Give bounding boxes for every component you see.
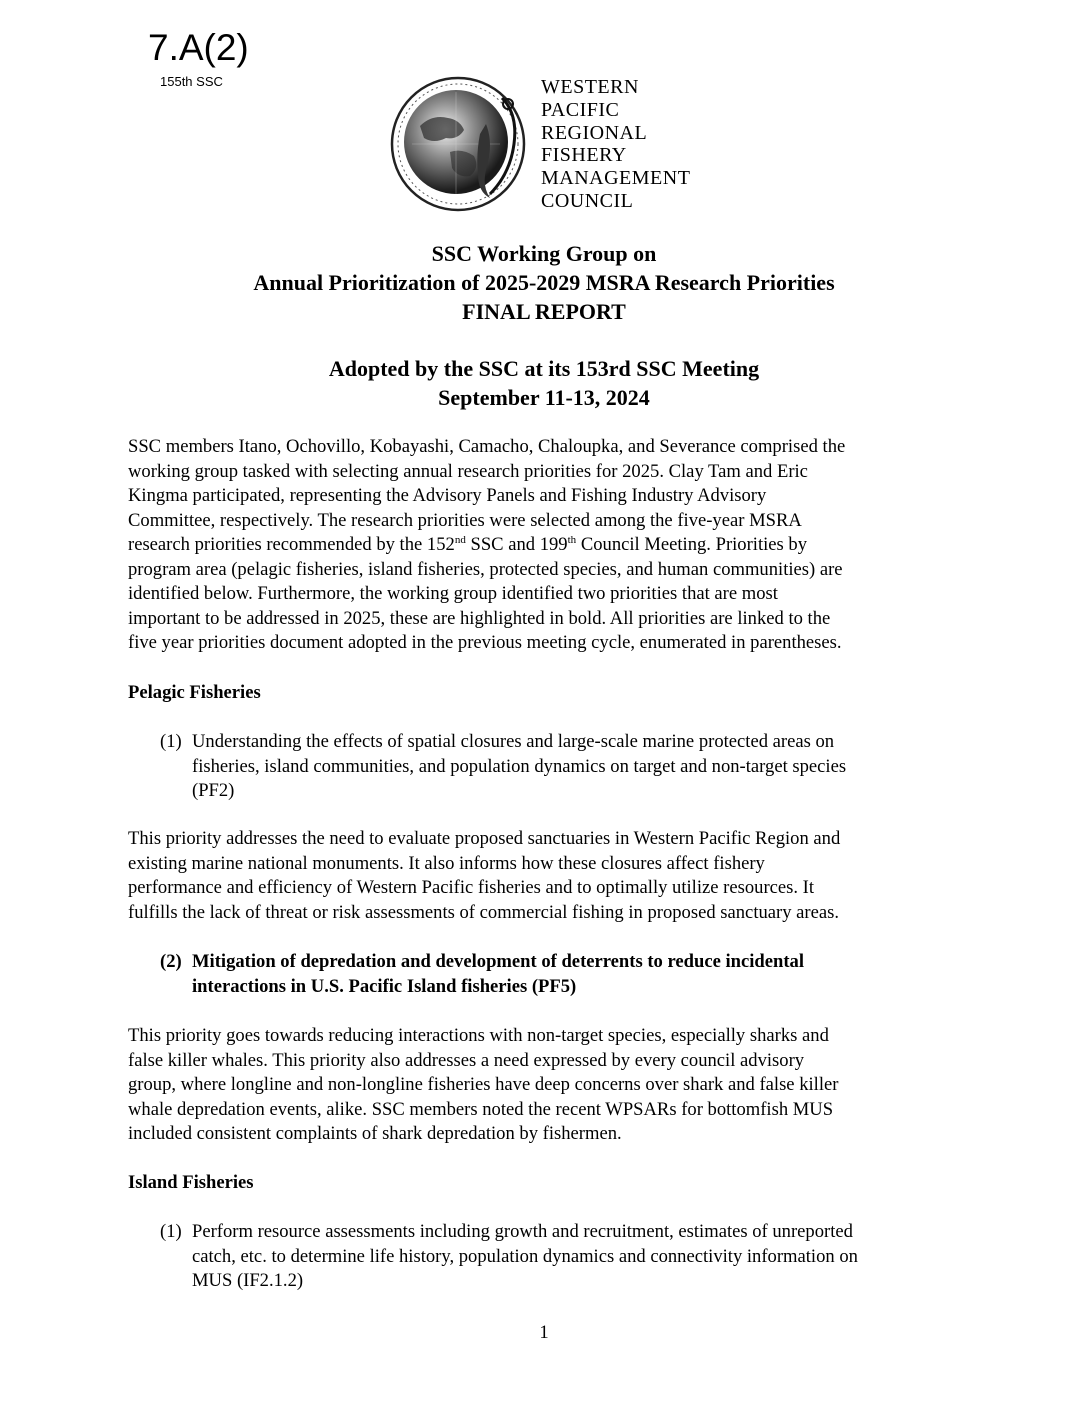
text-line: (PF2) <box>192 780 235 801</box>
text-line: working group tasked with selecting annual research priorities for 2025. Clay Tam and Eric <box>128 460 808 482</box>
text-line: included consistent complaints of shark depredation by fishermen. <box>128 1123 622 1144</box>
section-heading-island: Island Fisheries <box>128 1172 254 1193</box>
text-line: This priority goes towards reducing interactions with non-target species, especially sharks and <box>128 1025 829 1046</box>
text-line: SSC members Itano, Ochovillo, Kobayashi, Camacho, Chaloupka, and Severance comprised the <box>128 436 846 457</box>
council-name-line: MANAGEMENT <box>541 167 691 190</box>
text-line: Perform resource assessments including growth and recruitment, estimates of unreported <box>192 1221 853 1242</box>
text-line: program area (pelagic fisheries, island fisheries, protected species, and human communities) are <box>128 558 843 580</box>
title-line: FINAL REPORT <box>462 299 626 324</box>
text-line: Kingma participated, representing the Advisory Panels and Fishing Industry Advisory <box>128 485 767 506</box>
text-line: interactions in U.S. Pacific Island fisheries (PF5) <box>192 975 577 997</box>
council-name-line: FISHERY <box>541 144 627 167</box>
pelagic-paragraph-2 <box>128 1024 968 1147</box>
pelagic-paragraph-1 <box>128 827 968 925</box>
text-run: SSC and 199 <box>465 534 568 555</box>
text-line: Understanding the effects of spatial closures and large-scale marine protected areas on <box>192 731 835 752</box>
text-line: Committee, respectively. The research priorities were selected among the five-year MSRA <box>128 509 802 531</box>
text-line: fulfills the lack of threat or risk assessments of commercial fishing in proposed sanctuary areas. <box>128 901 840 923</box>
text-line: Mitigation of depredation and development of deterrents to reduce incidental <box>192 951 805 972</box>
text-line: existing marine national monuments. It also informs how these closures affect fishery <box>128 852 765 874</box>
text-line: MUS (IF2.1.2) <box>192 1270 304 1291</box>
agenda-item-number: 7.A(2) <box>148 27 249 68</box>
council-name-line: PACIFIC <box>541 98 620 121</box>
title-line: Annual Prioritization of 2025-2029 MSRA Research Priorities <box>253 270 835 295</box>
item-number: (2) <box>160 951 182 972</box>
text-run: Council Meeting. Priorities by <box>576 534 808 555</box>
priority-item-pelagic-2 <box>160 950 980 999</box>
text-line: fisheries, island communities, and population dynamics on target and non-target species <box>192 755 847 777</box>
text-line: false killer whales. This priority also addresses a need expressed by every council advisory <box>128 1049 805 1071</box>
section-heading-pelagic: Pelagic Fisheries <box>128 682 261 703</box>
item-number: (1) <box>160 1221 182 1242</box>
priority-item-pelagic-1 <box>160 730 980 804</box>
priority-item-island-1 <box>160 1220 980 1294</box>
council-name <box>541 76 690 213</box>
text-run: research priorities recommended by the 152 <box>128 534 455 555</box>
report-title <box>0 239 1088 326</box>
text-line: group, where longline and non-longline fisheries have deep concerns over shark and false killer <box>128 1074 839 1095</box>
adoption-line: Adopted by the SSC at its 153rd SSC Meeting <box>328 356 760 381</box>
text-line: important to be addressed in 2025, these are highlighted in bold. All priorities are linked to the <box>128 607 831 629</box>
title-line: SSC Working Group on <box>431 241 657 266</box>
council-name-line: COUNCIL <box>541 189 634 212</box>
page-number: 1 <box>539 1322 549 1343</box>
council-name-line: REGIONAL <box>541 121 648 144</box>
text-line: catch, etc. to determine life history, population dynamics and connectivity information on <box>192 1245 858 1267</box>
adoption-note <box>0 354 1088 412</box>
council-logo-globe-icon <box>390 74 530 214</box>
text-line: five year priorities document adopted in the previous meeting cycle, enumerated in parentheses. <box>128 632 842 653</box>
text-line: identified below. Furthermore, the working group identified two priorities that are most <box>128 583 778 604</box>
text-line: This priority addresses the need to evaluate proposed sanctuaries in Western Pacific Region and <box>128 828 841 849</box>
council-name-line: WESTERN <box>541 76 639 98</box>
intro-paragraph <box>128 435 968 656</box>
meeting-label: 155th SSC <box>160 74 223 89</box>
item-number: (1) <box>160 731 182 752</box>
text-line: whale depredation events, alike. SSC members noted the recent WPSARs for bottomfish MUS <box>128 1098 834 1120</box>
superscript: nd <box>454 533 466 546</box>
text-line: performance and efficiency of Western Pacific fisheries and to optimally utilize resources. It <box>128 877 815 898</box>
text-line <box>128 533 968 558</box>
adoption-date: September 11-13, 2024 <box>438 385 650 410</box>
superscript: th <box>567 533 577 546</box>
